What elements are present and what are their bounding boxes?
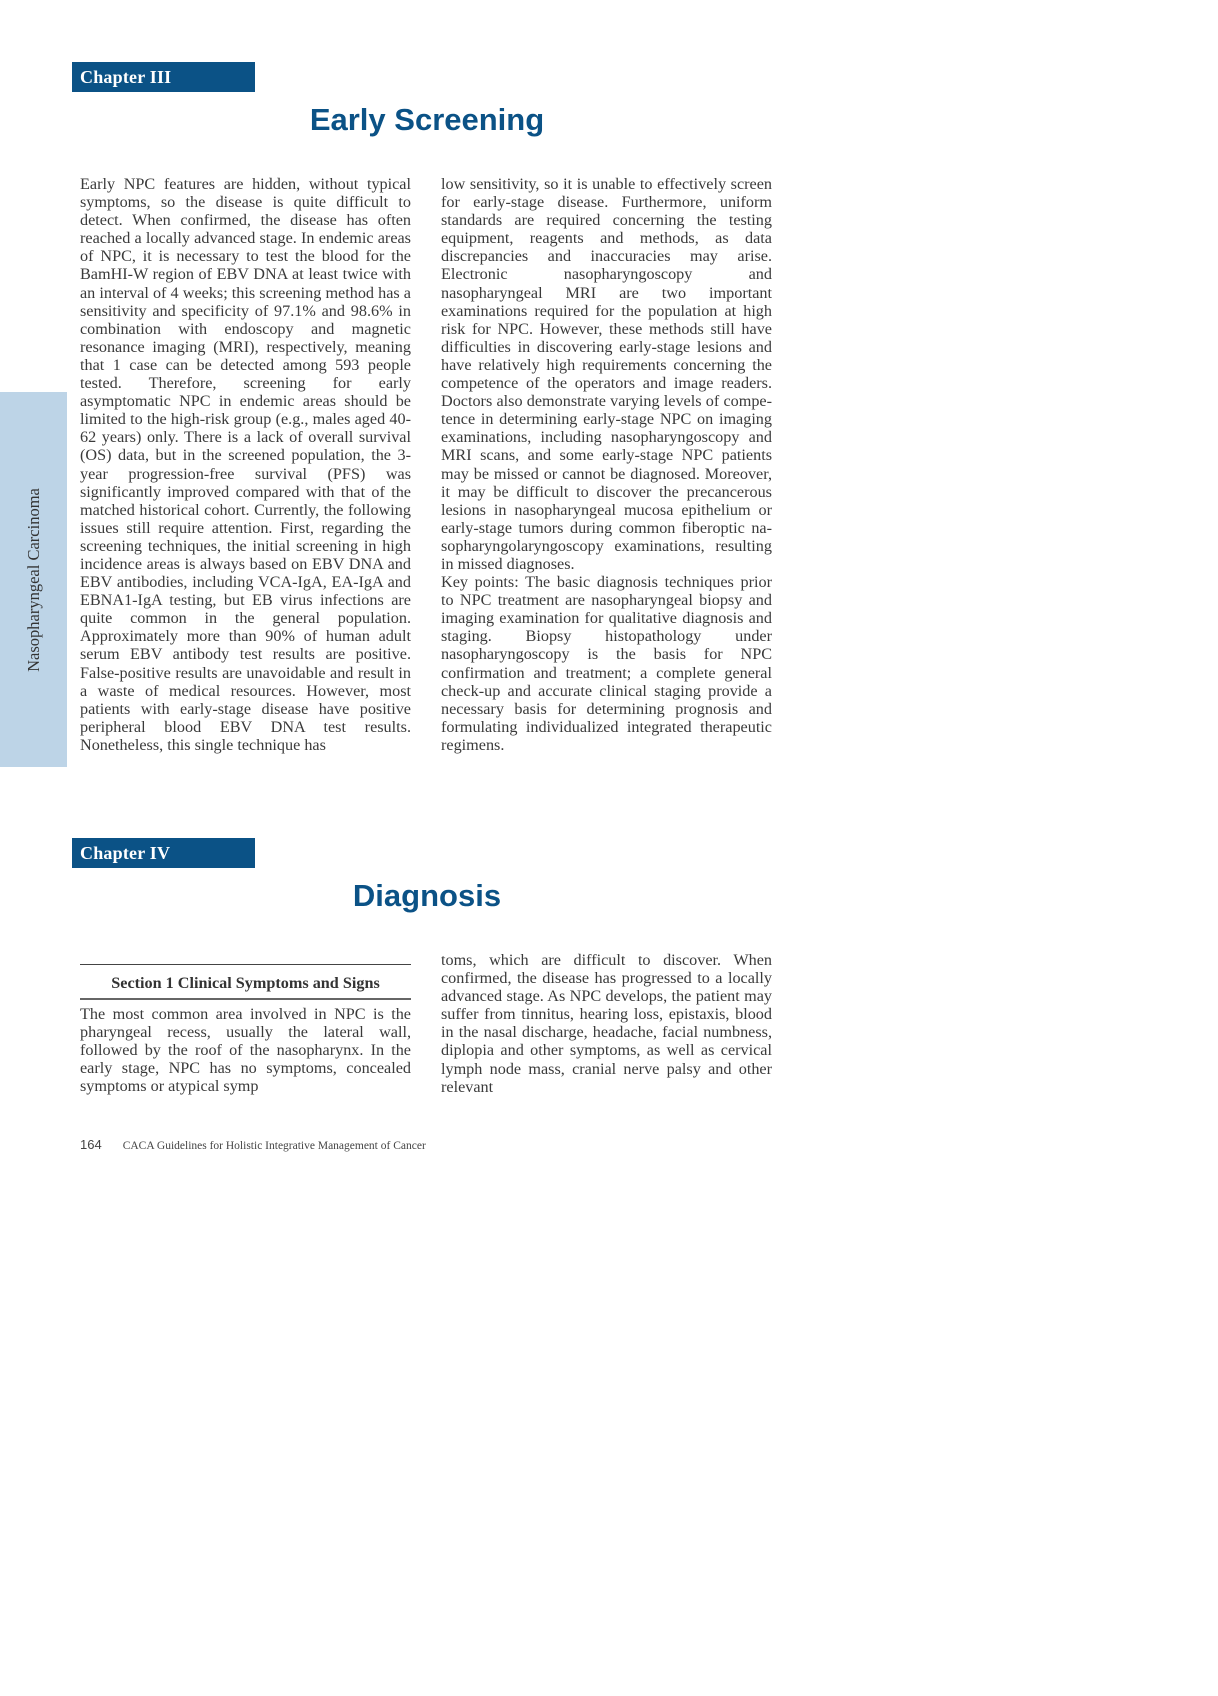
paragraph: The most common area involved in NPC is the pharyngeal recess, usually the lateral wall, followed by the roof of the nasopharynx. In the early stage, NPC has no symptoms, concealed symptoms or atypical symp xyxy=(80,1005,411,1096)
side-tab-label: Nasopharyngeal Carcinoma xyxy=(23,487,43,672)
chapter-3-title: Early Screening xyxy=(309,102,545,137)
page-number: 164 xyxy=(80,1137,102,1152)
side-tab xyxy=(0,392,67,767)
section-heading: Section 1 Clinical Symptoms and Signs xyxy=(80,964,411,1000)
chapter-4-label: Chapter IV xyxy=(72,838,255,868)
running-title: CACA Guidelines for Holistic Integrative Management of Cancer xyxy=(122,1140,426,1152)
chapter-4-left-column xyxy=(80,1005,411,1095)
page-footer xyxy=(80,1137,426,1153)
paragraph: toms, which are difficult to discover. When confirmed, the disease has progressed to a locally advanced stage. As NPC develops, the patient may suffer from tinnitus, hearing loss, epistaxis, blood in the nasal discharge, headache, facial numbness, diplopia and other symptoms, as well as cervical lymph node mass, cranial nerve palsy and other relevant xyxy=(441,951,772,1096)
chapter-3-right-column xyxy=(441,175,772,754)
chapter-4-right-column xyxy=(441,951,772,1096)
key-points-paragraph: Key points: The basic diagnosis techniques prior to NPC treatment are nasopharyngeal biopsy and imaging examination for qualitative diagnosis and staging. Biopsy histopathology under nasopharyngoscopy is the basis for NPC confirmation and treatment; a complete general check-up and accurate clinical staging provide a necessary basis for determining prognosis and formulating individualized integrated therapeutic regimens. xyxy=(441,573,772,754)
chapter-3-label: Chapter III xyxy=(72,62,255,92)
chapter-4-title: Diagnosis xyxy=(352,878,502,913)
paragraph: Early NPC features are hidden, without typical symptoms, so the disease is quite difficult to detect. When confirmed, the disease has often reached a locally advanced stage. In endemic areas of NPC, it is necessary to test the blood for the BamHI-W region of EBV DNA at least twice with an interval of 4 weeks; this screening method has a sensitivity and specificity of 97.1% and 98.6% in combination with endoscopy and magnetic resonance imaging (MRI), respectively, meaning that 1 case can be detected among 593 people tested. Therefore, screening for early asymptomatic NPC in endemic areas should be limited to the high-risk group (e.g., males aged 40-62 years) only. There is a lack of overall survival (OS) data, but in the screened population, the 3-year progression-free survival (PFS) was significantly improved compared with that of the matched historical cohort. Currently, the following issues still require attention. First, regarding the screening techniques, the initial screening in high incidence areas is always based on EBV DNA and EBV antibodies, including VCA-IgA, EA-IgA and EBNA1-IgA testing, but EB virus infections are quite common in the general population. Approximately more than 90% of human adult serum EBV antibody test results are positive. False-positive results are unavoidable and result in a waste of medical resources. However, most patients with early-stage disease have positive peripheral blood EBV DNA test results. Nonetheless, this single technique has xyxy=(80,175,411,754)
paragraph: low sensitivity, so it is unable to effectively screen for early-stage disease. Furthermore, uniform standards are required concerning the testing equipment, reagents and methods, as data discrepancies and inaccuracies may arise. Electronic nasopharyngoscopy and nasopharyngeal MRI are two important examinations required for the population at high risk for NPC. However, these methods still have difficulties in discovering early-stage lesions and have relatively high requirements concerning the competence of the operators and image readers. Doctors also demonstrate varying levels of competence in determining early-stage NPC on imaging examinations, including nasopharyngoscopy and MRI scans, and some early-stage NPC patients may be missed or cannot be diagnosed. Moreover, it may be difficult to discover the precancerous lesions in nasopharyngeal mucosa epithelium or early-stage tumors during common fiberoptic nasopharyngolaryngoscopy examinations, resulting in missed diagnoses. xyxy=(441,175,772,573)
chapter-3-left-column xyxy=(80,175,411,754)
